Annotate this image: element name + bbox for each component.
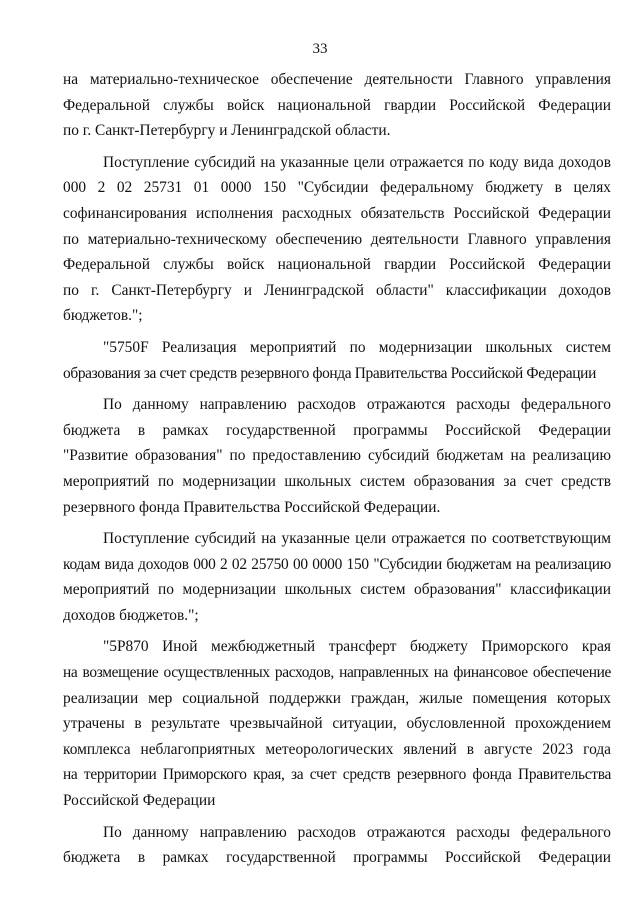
text-line: доходов бюджетов."; xyxy=(63,606,199,624)
text-line: бюджета в рамках государственной программы Российской Федерации xyxy=(63,421,611,439)
text-line: образования за счет средств резервного фонда Правительства Российской Федерации xyxy=(63,364,596,382)
text-line: "5Р870 Иной межбюджетный трансферт бюджету Приморского края xyxy=(103,638,611,656)
text-line: на возмещение осуществленных расходов, направленных на финансовое обеспечение xyxy=(63,664,611,682)
text-line: Федеральной службы войск национальной гвардии Российской Федерации xyxy=(63,256,611,274)
text-line: по г. Санкт-Петербургу и Ленинградской области. xyxy=(63,122,391,140)
text-line: По данному направлению расходов отражаются расходы федерального xyxy=(103,823,611,841)
text-line: кодам вида доходов 000 2 02 25750 00 0000 150 "Субсидии бюджетам на реализацию xyxy=(63,555,611,573)
text-line: мероприятий по модернизации школьных систем образования за счет средств xyxy=(63,472,611,490)
text-line: софинансирования исполнения расходных обязательств Российской Федерации xyxy=(63,204,611,222)
text-line: резервного фонда Правительства Российской Федерации. xyxy=(63,498,441,516)
text-line: на территории Приморского края, за счет средств резервного фонда Правительства xyxy=(63,766,611,784)
paragraph-5 xyxy=(63,526,611,628)
text-line: Поступление субсидий на указанные цели отражается по соответствующим xyxy=(103,530,611,548)
text-line: мероприятий по модернизации школьных систем образования" классификации xyxy=(63,581,611,599)
paragraph-2 xyxy=(63,150,611,329)
paragraph-7 xyxy=(63,820,611,871)
text-line: Поступление субсидий на указанные цели отражается по коду вида доходов xyxy=(103,153,611,171)
text-line: 000 2 02 25731 01 0000 150 "Субсидии федеральному бюджету в целях xyxy=(63,179,611,197)
text-line: Федеральной службы войск национальной гвардии Российской Федерации xyxy=(63,96,611,114)
paragraph-3 xyxy=(63,335,611,386)
text-line: реализации мер социальной поддержки граждан, жилые помещения которых xyxy=(63,689,611,707)
text-line: по материально-техническому обеспечению деятельности Главного управления xyxy=(63,230,611,248)
paragraph-4 xyxy=(63,392,611,520)
text-line: "5750F Реализация мероприятий по модернизации школьных систем xyxy=(103,338,611,356)
text-line: По данному направлению расходов отражаются расходы федерального xyxy=(103,396,611,414)
paragraph-1 xyxy=(63,67,611,144)
text-line: по г. Санкт-Петербургу и Ленинградской области" классификации доходов xyxy=(63,281,611,299)
page-number: 33 xyxy=(312,41,328,57)
document-body xyxy=(63,67,611,877)
text-line: "Развитие образования" по предоставлению субсидий бюджетам на реализацию xyxy=(63,447,611,465)
text-line: комплекса неблагоприятных метеорологических явлений в августе 2023 года xyxy=(63,740,611,758)
text-line: Российской Федерации xyxy=(63,792,216,810)
paragraph-6 xyxy=(63,634,611,813)
text-line: бюджета в рамках государственной программы Российской Федерации xyxy=(63,849,611,867)
text-line: утрачены в результате чрезвычайной ситуации, обусловленной прохождением xyxy=(63,715,611,733)
text-line: на материально-техническое обеспечение деятельности Главного управления xyxy=(63,71,611,88)
text-line: бюджетов."; xyxy=(63,307,143,325)
